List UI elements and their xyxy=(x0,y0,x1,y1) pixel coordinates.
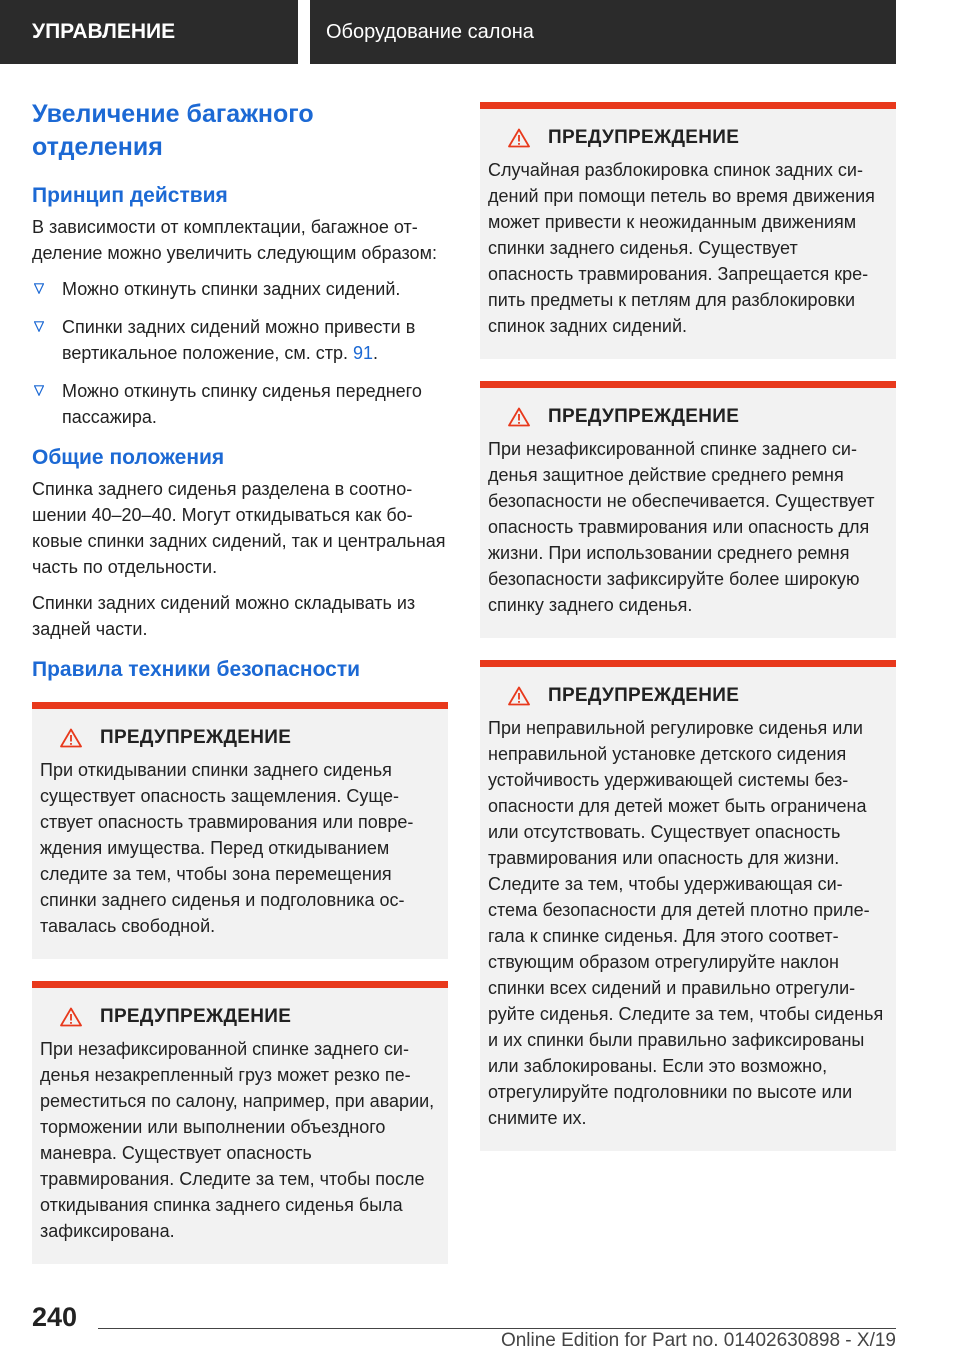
warning-box xyxy=(480,102,896,359)
safety-heading: Правила техники безопасности xyxy=(32,658,361,681)
warning-triangle-icon xyxy=(508,686,530,706)
warning-text: При незафиксированной спинке заднего сиденья защитное действие среднего ремня безопасности не обеспечивается. Существует опасность травмирования или опасность для жизни. При использовании среднего ремня безопасности зафиксируйте более широкую спинку заднего сиденья. xyxy=(488,439,875,615)
triangle-bullet-icon xyxy=(34,321,44,332)
warning-title: ПРЕДУПРЕЖДЕНИЕ xyxy=(548,406,740,427)
warning-title: ПРЕДУПРЕЖДЕНИЕ xyxy=(100,727,292,748)
warning-header xyxy=(488,406,884,428)
list-item-text-end: . xyxy=(373,343,379,363)
options-list xyxy=(32,276,448,430)
section-title: УПРАВЛЕНИЕ xyxy=(0,0,298,64)
warning-title: ПРЕДУПРЕЖДЕНИЕ xyxy=(548,127,740,148)
principle-text: В зависимости от комплектации, багажное отделение можно увеличить следующим образом: xyxy=(32,217,437,263)
list-item-text: Можно откинуть спинку сиденья переднего пассажира. xyxy=(62,381,422,427)
warning-header xyxy=(40,727,436,749)
right-column xyxy=(480,102,896,1173)
warning-header xyxy=(488,127,884,149)
left-column xyxy=(32,98,448,1286)
page-footer xyxy=(0,1296,960,1362)
edition-note: Online Edition for Part no. 01402630898 - X/19 xyxy=(500,1330,896,1351)
warning-triangle-icon xyxy=(60,1007,82,1027)
list-item xyxy=(32,276,448,302)
general-heading: Общие положения xyxy=(32,446,225,469)
warning-triangle-icon xyxy=(508,407,530,427)
warning-box xyxy=(32,702,448,959)
triangle-bullet-icon xyxy=(34,283,44,294)
warning-text: При неправильной регулировке сиденья или неправильной установке детского сидения устойчивость удерживающей системы безопасности для детей может быть ограничена или отсутствовать. Существует опасность травмирования или опасность для жизни. Следите за тем, чтобы удерживающая система безопасности для детей плотно прилегала к спинке сиденья. Для этого соответствующим образом отрегулируйте наклон спинки всех сидений и правильно отрегулируйте сиденья. Следите за тем, чтобы сиденья и их спинки были правильно зафиксированы или заблокированы. Если это возможно, отрегулируйте подголовники по высоте или снимите их. xyxy=(488,718,884,1128)
list-item-text: Спинки задних сидений можно привести в вертикальное положение, см. стр. xyxy=(62,317,416,363)
warning-triangle-icon xyxy=(508,128,530,148)
general-paragraph: Спинка заднего сиденья разделена в соотношении 40–20–40. Могут откидываться как боковые спинки задних сидений, так и центральная часть по отдельности. xyxy=(32,479,446,577)
principle-heading: Принцип действия xyxy=(32,184,228,207)
list-item-text: Можно откинуть спинки задних сидений. xyxy=(62,279,401,299)
warning-header xyxy=(40,1006,436,1028)
warning-header xyxy=(488,685,884,707)
general-paragraph: Спинки задних сидений можно складывать из задней части. xyxy=(32,593,416,639)
page-number: 240 xyxy=(32,1302,78,1332)
page-title: Увеличение багажного отделения xyxy=(32,100,314,161)
warning-text: При незафиксированной спинке заднего сиденья незакрепленный груз может резко переместиться по салону, например, при аварии, торможении или выполнении объездного маневра. Существует опасность травмирования. Следите за тем, чтобы после откидывания спинка заднего сиденья была зафиксирована. xyxy=(40,1039,435,1241)
page-link[interactable]: 91 xyxy=(352,343,374,363)
triangle-bullet-icon xyxy=(34,385,44,396)
warning-box xyxy=(32,981,448,1264)
header-divider xyxy=(298,0,310,64)
page-header xyxy=(0,0,960,64)
warning-text: Случайная разблокировка спинок задних сидений при помощи петель во время движения может привести к неожиданным движениям спинки заднего сиденья. Существует опасность травмирования. Запрещается крепить предметы к петлям для разблокировки спинок задних сидений. xyxy=(488,160,875,336)
list-item xyxy=(32,378,448,430)
warning-text: При откидывании спинки заднего сиденья существует опасность защемления. Существует опасность травмирования или повреждения имущества. Перед откидыванием следите за тем, чтобы зона перемещения спинки заднего сиденья и подголовника оставалась свободной. xyxy=(40,760,414,936)
subsection-title: Оборудование салона xyxy=(310,0,896,64)
warning-box xyxy=(480,660,896,1151)
warning-title: ПРЕДУПРЕЖДЕНИЕ xyxy=(548,685,740,706)
warning-box xyxy=(480,381,896,638)
warning-title: ПРЕДУПРЕЖДЕНИЕ xyxy=(100,1006,292,1027)
warning-triangle-icon xyxy=(60,728,82,748)
list-item xyxy=(32,314,448,366)
footer-rule xyxy=(98,1328,896,1329)
